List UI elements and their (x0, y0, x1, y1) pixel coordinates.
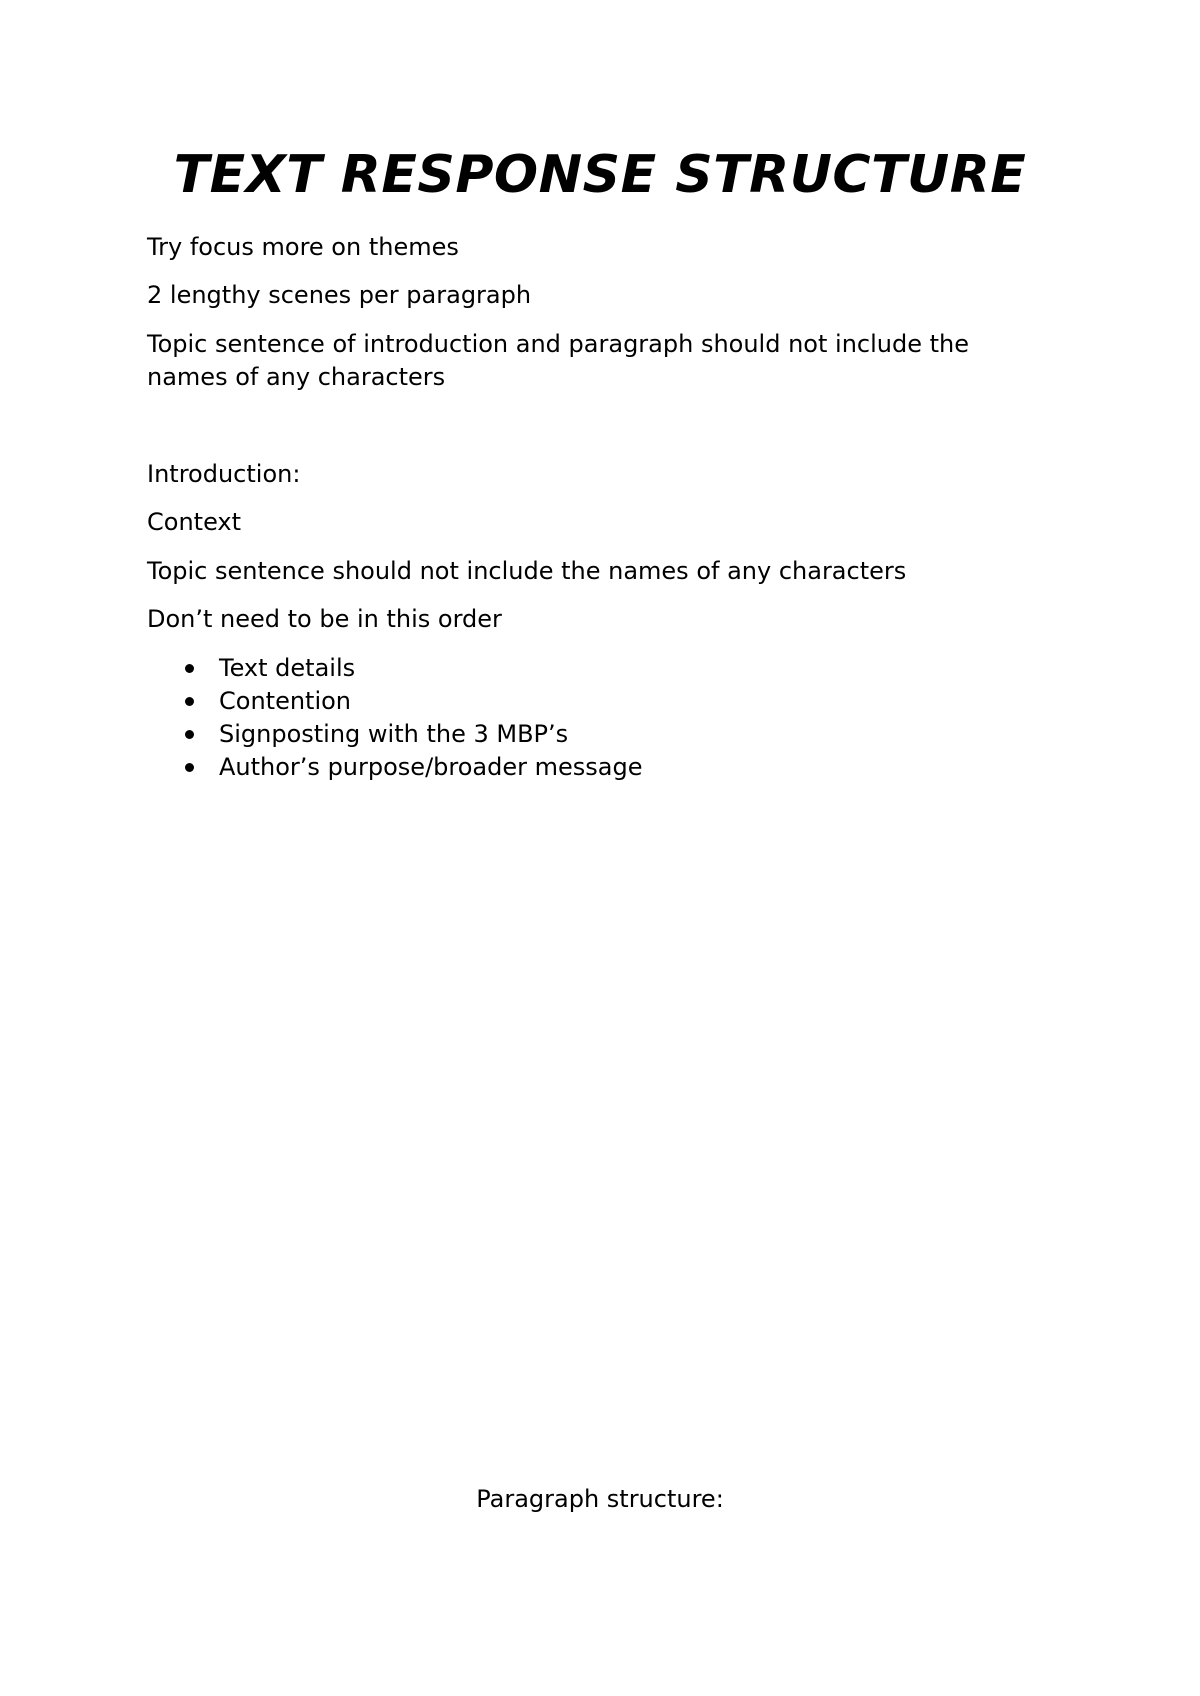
list-item-text: Contention (219, 687, 352, 715)
bullet-icon (185, 664, 194, 673)
bullet-icon (185, 697, 194, 706)
intro-line-topic-sentence: Topic sentence should not include the names of any characters (147, 557, 907, 585)
note-scenes: 2 lengthy scenes per paragraph (147, 281, 532, 309)
intro-bullet-list (147, 652, 642, 784)
list-item-text: Author’s purpose/broader message (219, 753, 643, 781)
introduction-heading: Introduction: (147, 460, 301, 488)
list-item (147, 685, 642, 718)
paragraph-structure-heading: Paragraph structure: (476, 1485, 724, 1513)
list-item (147, 751, 642, 784)
intro-line-context: Context (147, 508, 242, 536)
note-topic-sentence: Topic sentence of introduction and paragraph should not include the names of any characters (147, 330, 969, 391)
document-title: TEXT RESPONSE STRUCTURE (173, 145, 1027, 205)
list-item (147, 652, 642, 685)
note-themes: Try focus more on themes (147, 233, 459, 261)
list-item (147, 718, 642, 751)
intro-line-order: Don’t need to be in this order (147, 605, 502, 633)
list-item-text: Text details (219, 654, 356, 682)
bullet-icon (185, 763, 194, 772)
list-item-text: Signposting with the 3 MBP’s (219, 720, 569, 748)
bullet-icon (185, 730, 194, 739)
